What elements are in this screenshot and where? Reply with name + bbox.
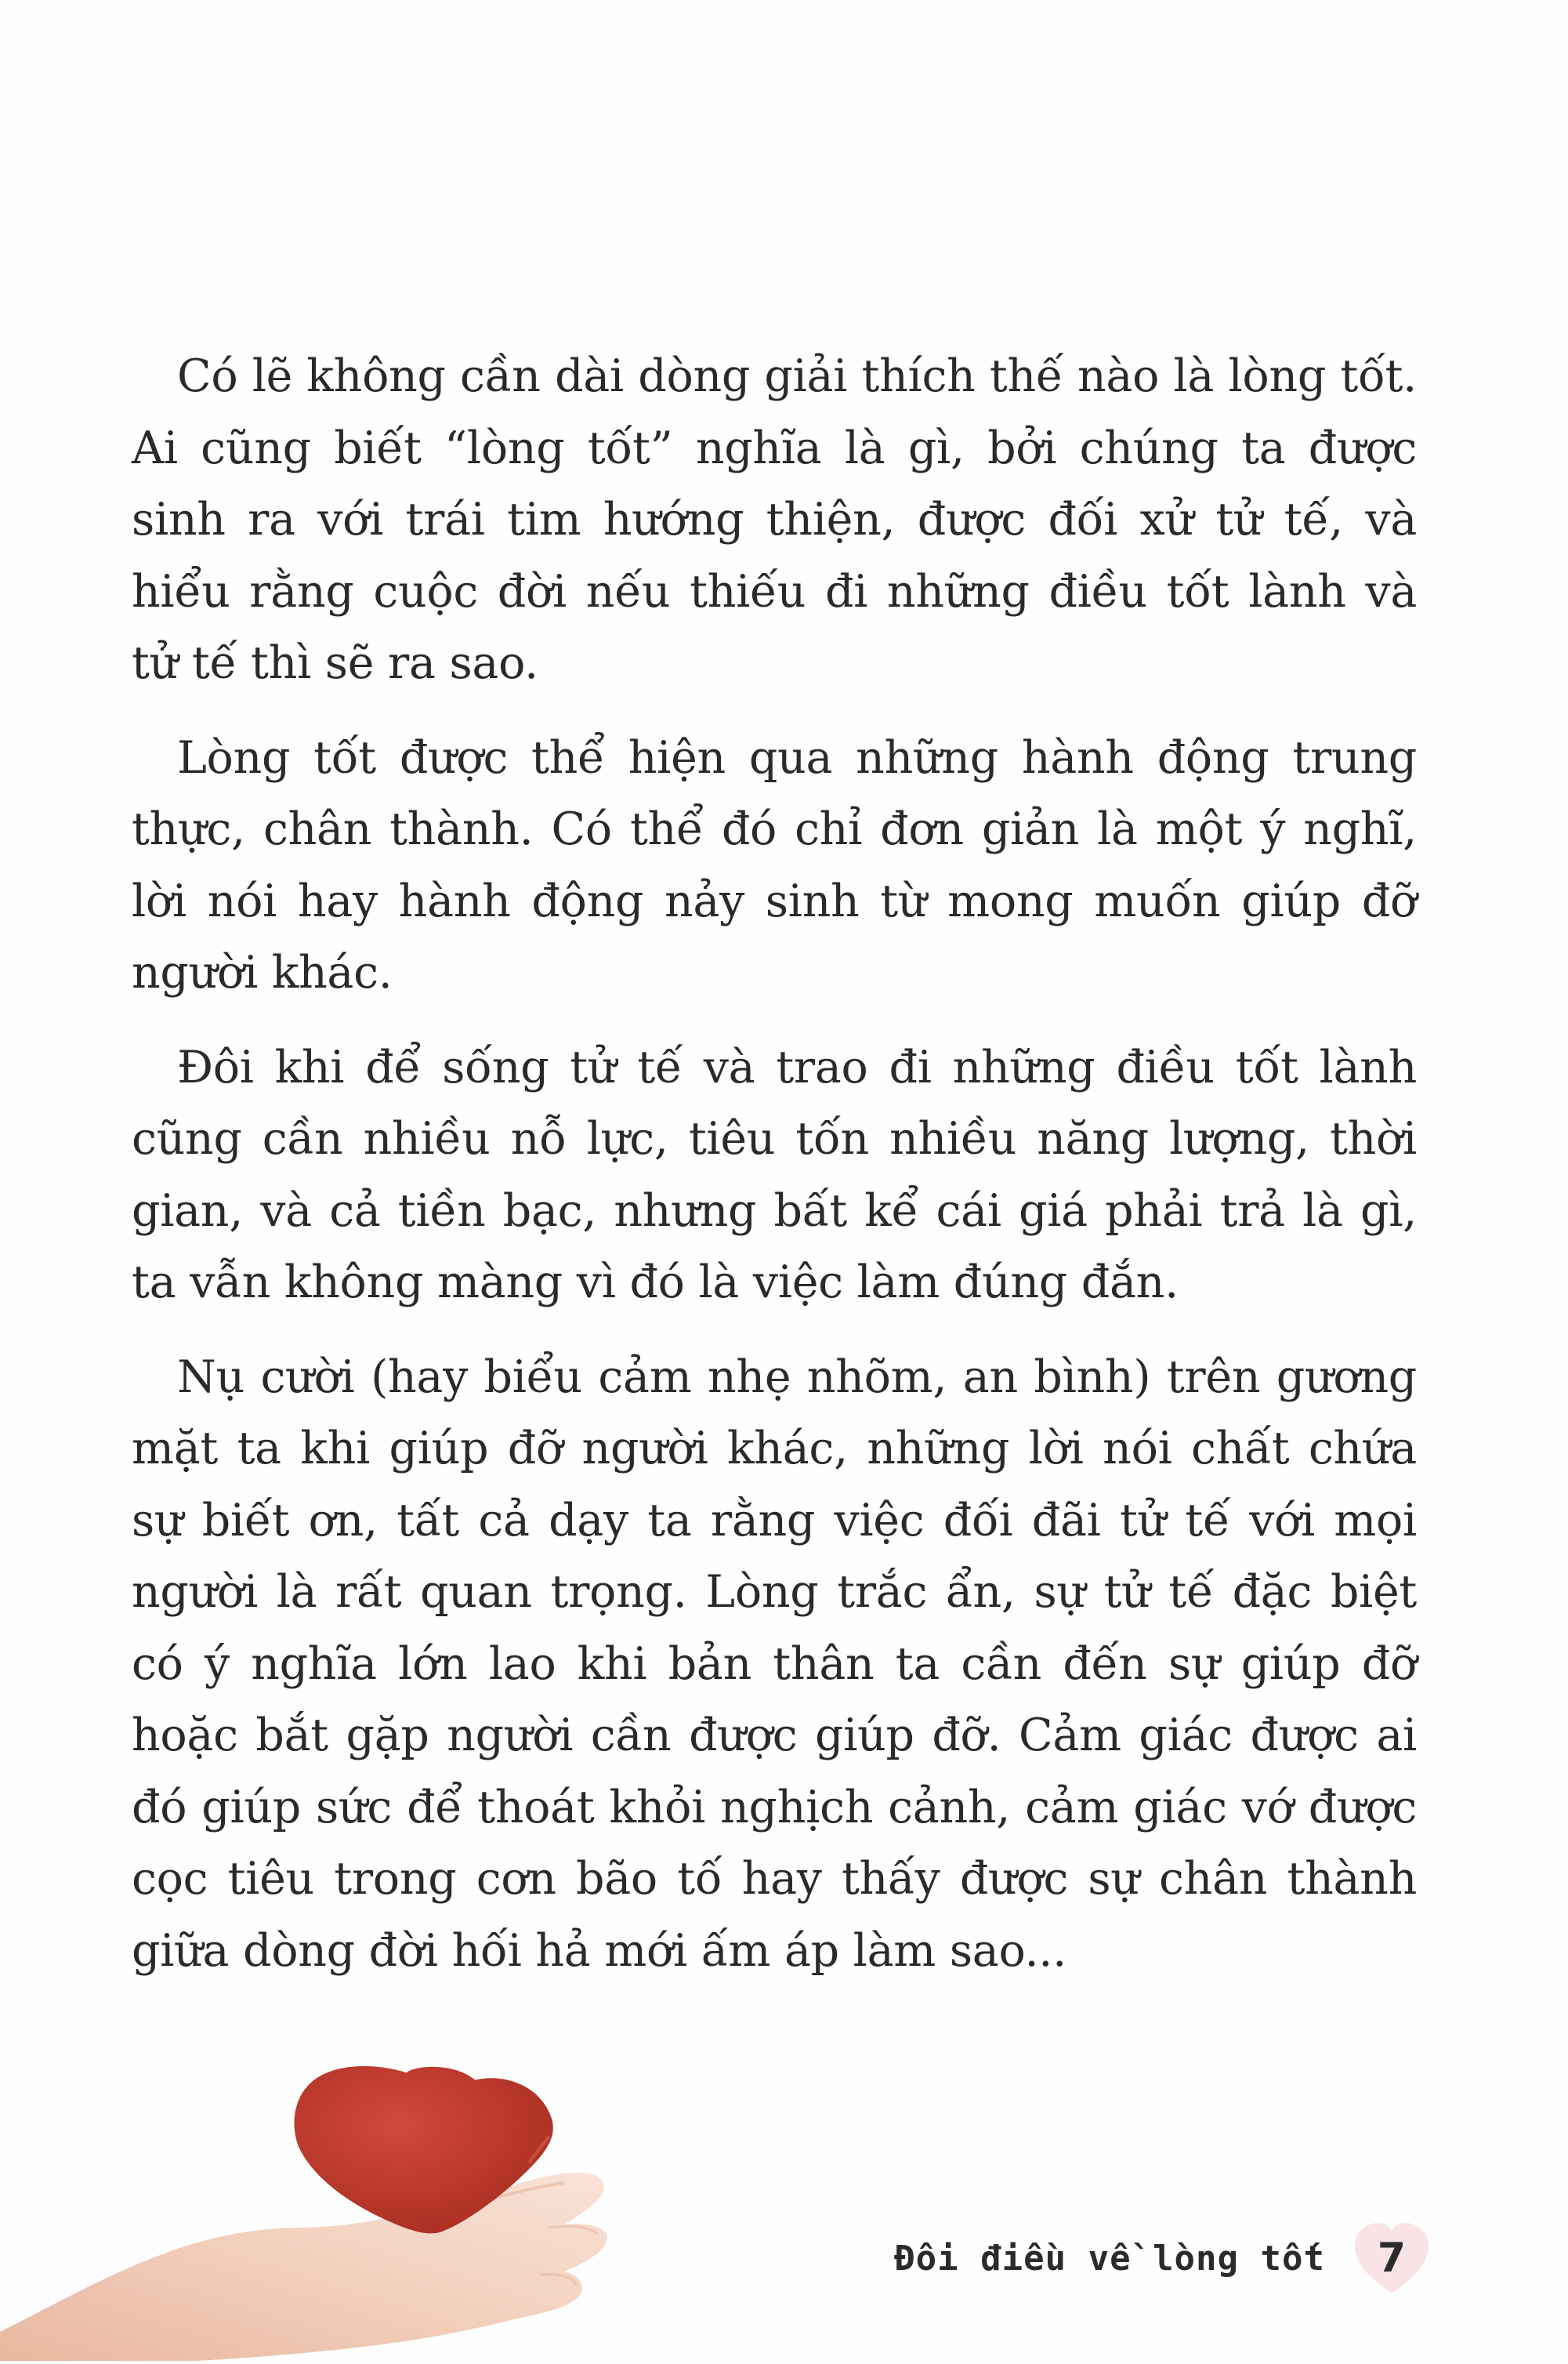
- page-number-badge: [1349, 2215, 1435, 2301]
- body-text: [132, 341, 1417, 2010]
- hand-shape: [0, 2173, 607, 2361]
- paragraph-3: Đôi khi để sống tử tế và trao đi những điều tốt lành cũng cần nhiều nỗ lực, tiêu tốn nhiều năng lượng, thời gian, và cả tiền bạc, nhưng bất kể cái giá phải trả là gì, ta vẫn không màng vì đó là việc làm đúng đắn.: [132, 1041, 1417, 1308]
- page-number: 7: [1377, 2235, 1407, 2282]
- page-footer: [894, 2215, 1435, 2301]
- heart-in-hand-icon: [0, 2022, 705, 2361]
- paragraph-1: Có lẽ không cần dài dòng giải thích thế nào là lòng tốt. Ai cũng biết “lòng tốt” nghĩa là gì, bởi chúng ta được sinh ra với trái tim hướng thiện, được đối xử tử tế, và hiểu rằng cuộc đời nếu thiếu đi những điều tốt lành và tử tế thì sẽ ra sao.: [132, 350, 1417, 689]
- paragraph-2: Lòng tốt được thể hiện qua những hành động trung thực, chân thành. Có thể đó chỉ đơn giản là một ý nghĩ, lời nói hay hành động nảy sinh từ mong muốn giúp đỡ người khác.: [132, 731, 1417, 999]
- running-title: Đôi điều về lòng tốt: [894, 2238, 1325, 2279]
- paragraph-4: Nụ cười (hay biểu cảm nhẹ nhõm, an bình) trên gương mặt ta khi giúp đỡ người khác, những lời nói chất chứa sự biết ơn, tất cả dạy ta rằng việc đối đãi tử tế với mọi người là rất quan trọng. Lòng trắc ẩn, sự tử tế đặc biệt có ý nghĩa lớn lao khi bản thân ta cần đến sự giúp đỡ hoặc bắt gặp người cần được giúp đỡ. Cảm giác được ai đó giúp sức để thoát khỏi nghịch cảnh, cảm giác vớ được cọc tiêu trong cơn bão tố hay thấy được sự chân thành giữa dòng đời hối hả mới ấm áp làm sao...: [132, 1351, 1417, 1977]
